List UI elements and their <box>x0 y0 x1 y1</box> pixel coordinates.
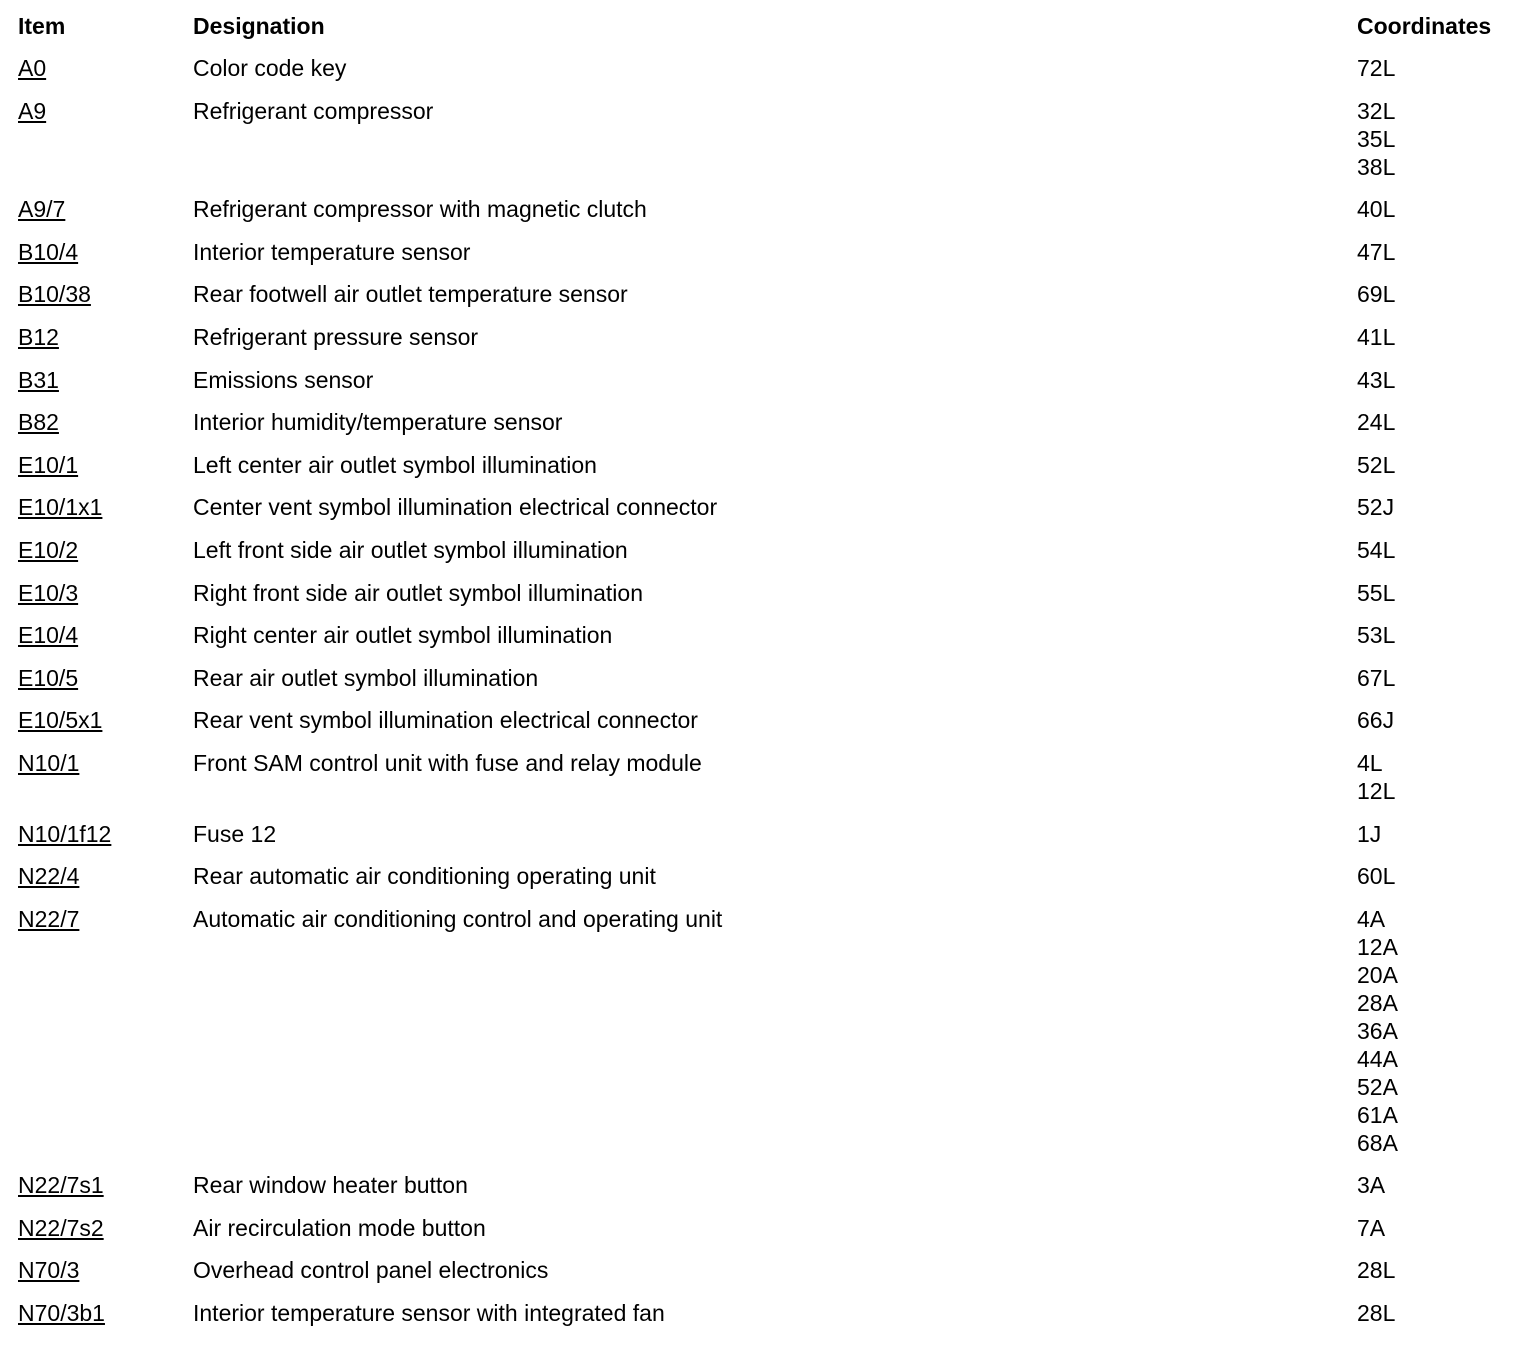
table-row <box>18 664 1517 707</box>
table-row <box>18 579 1517 622</box>
coordinate-value: 35L <box>1357 125 1396 152</box>
item-cell <box>18 749 193 820</box>
table-row <box>18 366 1517 409</box>
coordinate-value: 68A <box>1357 1129 1398 1156</box>
designation-cell: Front SAM control unit with fuse and relay module <box>193 749 702 776</box>
coordinates-cell <box>1357 621 1517 664</box>
designation-cell: Refrigerant pressure sensor <box>193 323 479 350</box>
item-code-link[interactable]: N10/1 <box>18 749 80 776</box>
coordinate-value: 60L <box>1357 863 1396 890</box>
coordinate-value: 67L <box>1357 664 1396 691</box>
header-coordinates: Coordinates <box>1357 13 1492 39</box>
coordinate-value: 4A <box>1357 905 1386 932</box>
designation-cell: Rear air outlet symbol illumination <box>193 664 539 691</box>
component-legend-table <box>18 12 1517 1342</box>
coordinate-value: 52A <box>1357 1073 1398 1100</box>
coordinate-value: 28L <box>1357 1300 1396 1327</box>
item-cell <box>18 238 193 281</box>
coordinate-value: 20A <box>1357 961 1398 988</box>
item-code-link[interactable]: N70/3 <box>18 1257 80 1284</box>
table-row <box>18 1299 1517 1342</box>
table-row <box>18 749 1517 820</box>
table-row <box>18 451 1517 494</box>
table-row <box>18 408 1517 451</box>
item-code-link[interactable]: N22/4 <box>18 863 80 890</box>
designation-cell: Left center air outlet symbol illumination <box>193 451 597 478</box>
table-row <box>18 862 1517 905</box>
table-row <box>18 323 1517 366</box>
coordinate-value: 40L <box>1357 196 1396 223</box>
item-cell <box>18 579 193 622</box>
table-row <box>18 1256 1517 1299</box>
designation-cell: Emissions sensor <box>193 366 374 393</box>
designation-cell: Refrigerant compressor with magnetic clutch <box>193 196 647 223</box>
table-row <box>18 195 1517 238</box>
coordinate-value: 4L <box>1357 749 1383 776</box>
coordinates-cell <box>1357 579 1517 622</box>
coordinate-value: 44A <box>1357 1045 1398 1072</box>
designation-cell: Interior temperature sensor with integrated fan <box>193 1300 665 1327</box>
item-code-link[interactable]: E10/5 <box>18 664 79 691</box>
item-code-link[interactable]: E10/2 <box>18 536 79 563</box>
coordinates-cell <box>1357 664 1517 707</box>
table-row <box>18 621 1517 664</box>
coordinate-value: 52J <box>1357 494 1395 521</box>
designation-cell: Center vent symbol illumination electrical connector <box>193 494 718 521</box>
item-cell <box>18 195 193 238</box>
designation-cell: Fuse 12 <box>193 820 277 847</box>
coordinate-value: 55L <box>1357 579 1396 606</box>
coordinates-cell <box>1357 493 1517 536</box>
coordinates-cell <box>1357 238 1517 281</box>
coordinate-value: 43L <box>1357 366 1396 393</box>
item-code-link[interactable]: A0 <box>18 55 47 81</box>
coordinates-cell <box>1357 451 1517 494</box>
item-cell <box>18 451 193 494</box>
coordinates-cell <box>1357 749 1517 820</box>
coordinate-value: 61A <box>1357 1101 1398 1128</box>
table-row <box>18 493 1517 536</box>
coordinates-cell <box>1357 536 1517 579</box>
coordinate-value: 1J <box>1357 820 1382 847</box>
item-code-link[interactable]: B10/4 <box>18 238 79 265</box>
designation-cell: Rear window heater button <box>193 1172 468 1199</box>
coordinate-value: 41L <box>1357 323 1396 350</box>
coordinate-value: 38L <box>1357 153 1396 180</box>
item-code-link[interactable]: E10/1 <box>18 451 79 478</box>
designation-cell: Rear footwell air outlet temperature sensor <box>193 281 628 308</box>
item-cell <box>18 54 193 97</box>
designation-cell: Right center air outlet symbol illumination <box>193 622 613 649</box>
designation-cell: Rear automatic air conditioning operating unit <box>193 863 656 890</box>
designation-cell: Interior temperature sensor <box>193 238 471 265</box>
item-cell <box>18 905 193 1172</box>
coordinate-value: 53L <box>1357 622 1396 649</box>
designation-cell: Air recirculation mode button <box>193 1214 486 1241</box>
coordinates-cell <box>1357 1299 1517 1342</box>
coordinates-cell <box>1357 366 1517 409</box>
coordinate-value: 28L <box>1357 1257 1396 1284</box>
item-cell <box>18 1171 193 1214</box>
table-row <box>18 280 1517 323</box>
item-code-link[interactable]: E10/4 <box>18 622 79 649</box>
table-row <box>18 706 1517 749</box>
item-code-link[interactable]: E10/1x1 <box>18 494 103 521</box>
item-cell <box>18 366 193 409</box>
coordinate-value: 72L <box>1357 55 1396 81</box>
item-code-link[interactable]: E10/3 <box>18 579 79 606</box>
coordinates-cell <box>1357 280 1517 323</box>
item-code-link[interactable]: N22/7s1 <box>18 1172 104 1199</box>
item-code-link[interactable]: N10/1f12 <box>18 820 112 847</box>
designation-cell: Interior humidity/temperature sensor <box>193 409 563 436</box>
coordinates-cell <box>1357 1256 1517 1299</box>
designation-cell: Right front side air outlet symbol illumination <box>193 579 643 606</box>
coordinates-cell <box>1357 54 1517 97</box>
coordinates-cell <box>1357 820 1517 863</box>
designation-cell: Left front side air outlet symbol illumination <box>193 536 628 563</box>
item-cell <box>18 323 193 366</box>
table-header-row <box>18 12 1517 54</box>
coordinates-cell <box>1357 97 1517 196</box>
coordinate-value: 66J <box>1357 707 1395 734</box>
coordinates-cell <box>1357 1171 1517 1214</box>
designation-cell: Overhead control panel electronics <box>193 1257 549 1284</box>
coordinates-cell <box>1357 706 1517 749</box>
designation-cell: Refrigerant compressor <box>193 97 434 124</box>
item-code-link[interactable]: B82 <box>18 409 59 436</box>
table-row <box>18 238 1517 281</box>
table-body <box>18 54 1517 1342</box>
item-cell <box>18 408 193 451</box>
coordinates-cell <box>1357 905 1517 1172</box>
coordinates-cell <box>1357 195 1517 238</box>
item-code-link[interactable]: B31 <box>18 366 59 393</box>
item-cell <box>18 664 193 707</box>
item-code-link[interactable]: E10/5x1 <box>18 707 103 734</box>
table-row <box>18 97 1517 196</box>
header-designation: Designation <box>193 13 325 39</box>
coordinates-cell <box>1357 408 1517 451</box>
item-code-link[interactable]: N70/3b1 <box>18 1300 105 1327</box>
coordinate-value: 47L <box>1357 238 1396 265</box>
item-cell <box>18 1299 193 1342</box>
item-cell <box>18 1256 193 1299</box>
item-code-link[interactable]: N22/7 <box>18 905 80 932</box>
item-cell <box>18 820 193 863</box>
item-code-link[interactable]: N22/7s2 <box>18 1214 104 1241</box>
coordinate-value: 32L <box>1357 97 1396 124</box>
item-code-link[interactable]: A9 <box>18 97 47 124</box>
item-cell <box>18 621 193 664</box>
coordinate-value: 24L <box>1357 409 1396 436</box>
table-row <box>18 905 1517 1172</box>
coordinate-value: 12L <box>1357 777 1396 804</box>
table-row <box>18 1171 1517 1214</box>
coordinate-value: 54L <box>1357 536 1396 563</box>
designation-cell: Rear vent symbol illumination electrical connector <box>193 707 698 734</box>
item-cell <box>18 1214 193 1257</box>
coordinate-value: 12A <box>1357 933 1398 960</box>
table-row <box>18 820 1517 863</box>
coordinate-value: 52L <box>1357 451 1396 478</box>
coordinate-value: 36A <box>1357 1017 1398 1044</box>
item-code-link[interactable]: B10/38 <box>18 281 91 308</box>
coordinate-value: 69L <box>1357 281 1396 308</box>
designation-cell: Color code key <box>193 55 347 81</box>
coordinate-value: 7A <box>1357 1214 1386 1241</box>
item-cell <box>18 97 193 196</box>
item-code-link[interactable]: B12 <box>18 323 59 350</box>
item-cell <box>18 862 193 905</box>
item-code-link[interactable]: A9/7 <box>18 196 66 223</box>
coordinates-cell <box>1357 1214 1517 1257</box>
item-cell <box>18 493 193 536</box>
designation-cell: Automatic air conditioning control and operating unit <box>193 905 723 932</box>
header-item: Item <box>18 13 66 39</box>
table-row <box>18 536 1517 579</box>
table-row <box>18 1214 1517 1257</box>
coordinates-cell <box>1357 862 1517 905</box>
coordinate-value: 28A <box>1357 989 1398 1016</box>
item-cell <box>18 706 193 749</box>
item-cell <box>18 280 193 323</box>
coordinate-value: 3A <box>1357 1172 1386 1199</box>
coordinates-cell <box>1357 323 1517 366</box>
item-cell <box>18 536 193 579</box>
table-row <box>18 54 1517 97</box>
